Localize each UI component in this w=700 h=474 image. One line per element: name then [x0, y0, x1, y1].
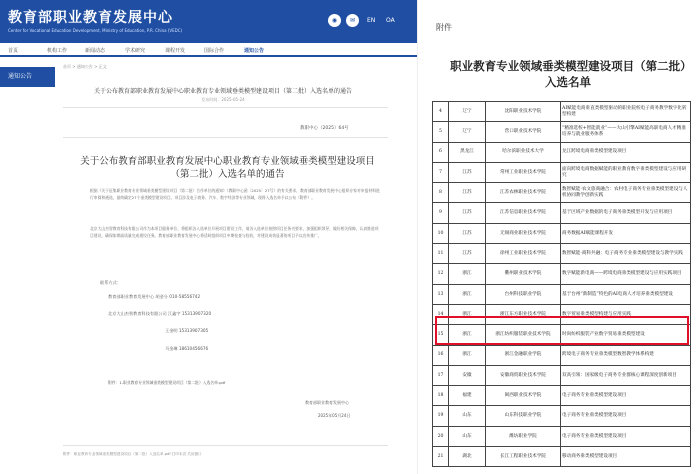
table-cell: 常州工业职业技术学院	[486, 162, 561, 182]
table-cell: 辽宁	[449, 122, 486, 142]
contact-line: 王金明 15313907305	[165, 328, 209, 333]
table-cell: 9	[433, 203, 449, 223]
table-cell: 电子商务专业垂类模型建设项目	[561, 386, 691, 406]
article-title: 关于公布教育部职业教育发展中心职业教育专业领域垂类模型建设项目（第二批）入选名单的通告	[80, 156, 375, 180]
table-cell: 江苏	[449, 244, 486, 264]
table-row	[433, 183, 691, 203]
table-cell: 14	[433, 304, 449, 324]
table-cell: 13	[433, 284, 449, 304]
table-cell: 台州科技职业学院	[486, 284, 561, 304]
table-cell: 浙江	[449, 304, 486, 324]
footer-links[interactable]: 附件：职业教育专业领域垂类模型建设项目（第二批）入选名单.pdf 打印本页 关闭窗口	[63, 452, 202, 456]
table-cell: AI赋能电商垂直类模型驱动的职业院校电子商务教学数字化转型构建	[561, 102, 691, 122]
nav-item[interactable]: 国际合作	[204, 48, 225, 54]
article-paragraph: 北京大山杰智教育科技有限公司作为本项目服务单位，将组织各入选单位开展项目建设工作，请各入选单位按照项目任务书要求，加强组织领导，做好相关保障，认真推进项目建设，确保如期高质量完成建设任务。教育部职业教育发展中心将适时组织项目中期检查与验收，对建设成效显著的项目予以宣传推广。	[90, 226, 379, 238]
table-row	[433, 122, 691, 142]
table-cell: 潍坊职业学院	[486, 426, 561, 446]
table-cell: 8	[433, 183, 449, 203]
weibo-icon[interactable]: ◉	[328, 14, 341, 27]
table-cell: 浙江	[449, 325, 486, 345]
table-cell: 沈阳职业技术学院	[486, 102, 561, 122]
table-cell: 江苏农林职业技术学院	[486, 183, 561, 203]
table-cell: 基于台州“新制造”特色的AI电商人才培养垂类模型建设	[561, 284, 691, 304]
table-row	[433, 142, 691, 162]
table-cell: 双高引领：国家级电子商务专业群核心课程深度创新项目	[561, 365, 691, 385]
table-cell: 龙江跨境电商垂类模型建设项目	[561, 142, 691, 162]
table-cell: 面向跨境电商数据赋能的职业教育数字垂类模型建设与应用研究	[561, 162, 691, 182]
table-cell: 江苏	[449, 223, 486, 243]
table-cell: 5	[433, 122, 449, 142]
divider	[63, 107, 388, 108]
table-cell: 电子商务专业垂类模型建设项目	[561, 426, 691, 446]
table-cell: 哈尔滨职业技术大学	[486, 142, 561, 162]
table-cell: “精准选校+智能就业”——大山引擎AI赋能高职电商人才精准培养与就业服务体系	[561, 122, 691, 142]
table-row	[433, 244, 691, 264]
table-cell: 时尚纺织服装产业数字贸易垂类模型建设	[561, 325, 691, 345]
table-cell: 19	[433, 406, 449, 426]
attachment-link[interactable]: 附件：1.职业教育专业领域垂类模型建设项目（第二批）入选名单.pdf	[108, 380, 226, 385]
table-row	[433, 102, 691, 122]
table-cell: 7	[433, 162, 449, 182]
table-cell: 21	[433, 447, 449, 467]
table-cell: 基于区域产业数据的电子商务垂类模型开发与应用项目	[561, 203, 691, 223]
table-cell: 20	[433, 426, 449, 446]
table-row	[433, 162, 691, 182]
table-cell: 浙江	[449, 345, 486, 365]
table-cell: 江苏信息职业技术学院	[486, 203, 561, 223]
table-cell: 15	[433, 325, 449, 345]
table-cell: 山东科技职业学院	[486, 406, 561, 426]
table-cell: 11	[433, 244, 449, 264]
table-cell: 商务数据AI赋能课程开发	[561, 223, 691, 243]
table-cell: 黑龙江	[449, 142, 486, 162]
table-cell: 浙江东方职业技术学院	[486, 304, 561, 324]
table-cell: 移动商务垂类模型建设项目	[561, 447, 691, 467]
wechat-icon[interactable]: ✉	[346, 14, 359, 27]
nav-item[interactable]: 机构工作	[47, 48, 68, 54]
table-row	[433, 345, 691, 365]
oa-link[interactable]: OA	[386, 17, 395, 24]
table-cell: 18	[433, 386, 449, 406]
contact-label: 联系方式：	[100, 280, 121, 285]
article-meta: 发布时间：2025-05-24	[201, 97, 245, 102]
attachment-label: 附件	[436, 23, 452, 32]
table-cell: 江苏	[449, 183, 486, 203]
table-cell: 闽西职业技术学院	[486, 386, 561, 406]
table-cell: 山东	[449, 406, 486, 426]
table-cell: 浙江	[449, 264, 486, 284]
table-cell: 安徽	[449, 365, 486, 385]
table-row	[433, 284, 691, 304]
table-cell: 数智赋能·商科共融：电子商务专业垂类模型建设与教学实践	[561, 244, 691, 264]
signature-date: 2025年05月24日	[318, 413, 351, 418]
table-cell: 安徽商贸职业技术学院	[486, 365, 561, 385]
nav-item[interactable]: 学术研究	[125, 48, 146, 54]
nav-item[interactable]: 课程开发	[165, 48, 186, 54]
main-nav	[0, 43, 417, 57]
table-cell: 江苏	[449, 203, 486, 223]
table-cell: 6	[433, 142, 449, 162]
table-cell: 湖北	[449, 447, 486, 467]
site-title[interactable]: 教育部职业教育发展中心	[8, 10, 173, 26]
table-row	[433, 426, 691, 446]
table-cell: 电子商务专业垂类模型建设项目	[561, 406, 691, 426]
table-cell: 数智赋能·农文旅商融合：农村电子商务专业垂类模型建设与人机协同教学创新实践	[561, 183, 691, 203]
divider	[63, 445, 388, 446]
document-page	[420, 0, 700, 474]
article-header-title: 关于公布教育部职业教育发展中心职业教育专业领域垂类模型建设项目（第二批）入选名单的通告	[93, 88, 352, 95]
table-row	[433, 386, 691, 406]
document-title: 职业教育专业领域垂类模型建设项目（第二批）入选名单	[450, 59, 686, 89]
table-cell: 徐州工业职业技术学院	[486, 244, 561, 264]
site-header	[0, 0, 417, 43]
table-cell: 浙江纺织服装职业技术学院	[486, 325, 561, 345]
breadcrumb[interactable]: 首页 > 通知公告 > 正文	[63, 64, 107, 69]
contact-line: 马金琳 18610456676	[165, 346, 209, 351]
table-row	[433, 447, 691, 467]
table-cell: 衢州职业技术学院	[486, 264, 561, 284]
table-cell: 12	[433, 264, 449, 284]
article-paragraph: 根据《关于征集职业教育专业领域垂类模型建设项目（第二批）合作单位的通知》（教职中心函〔2025〕27号）的有关要求，教育部职业教育发展中心组织专家对申报材料进行审阅和遴选，最终确定27个垂类模型建设项目，项目涉及电子商务、汽车、数字经济等专业领域，现将入选名单予以公布（附件）。	[90, 188, 380, 200]
table-cell: 17	[433, 365, 449, 385]
nav-item[interactable]: 新闻动态	[85, 48, 106, 54]
table-cell: 浙江金融职业学院	[486, 345, 561, 365]
table-cell: 数字贸易垂类模型构建与应用实践	[561, 304, 691, 324]
site-subtitle: Center for Vocational Education Development, Ministry of Education, P.R. China (VEDC)	[8, 28, 183, 33]
table-cell: 4	[433, 102, 449, 122]
nav-item[interactable]: 通知公告	[244, 48, 265, 54]
signature-org: 教育部职业教育发展中心	[305, 400, 349, 405]
highlight-box	[435, 316, 689, 345]
table-cell: 数字赋能新电商——跨境电商垂类模型建设与应用实践项目	[561, 264, 691, 284]
table-cell: 江苏	[449, 162, 486, 182]
contact-line: 北京大山杰智教育科技有限公司 江鑫宇 15313907320	[108, 311, 212, 316]
en-link[interactable]: EN	[367, 17, 376, 24]
table-cell: 山东	[449, 426, 486, 446]
contact-line: 教育部职业教育发展中心 胡金分 010-58556742	[108, 294, 201, 299]
document-number: 教职中心（2025）64号	[300, 126, 349, 131]
table-row	[433, 365, 691, 385]
table-cell: 无锡商业职业技术学院	[486, 223, 561, 243]
table-cell: 跨境电子商务专业垂类模型数智教学体系构建	[561, 345, 691, 365]
table-row	[433, 264, 691, 284]
divider	[63, 137, 388, 138]
table-row	[433, 223, 691, 243]
nav-item[interactable]: 首页	[8, 48, 19, 54]
table-cell: 福建	[449, 386, 486, 406]
sidebar-item-notices[interactable]: 通知公告	[0, 67, 55, 87]
table-row	[433, 203, 691, 223]
list-table	[432, 101, 691, 467]
table-row	[433, 406, 691, 426]
table-cell: 10	[433, 223, 449, 243]
table-cell: 辽宁	[449, 102, 486, 122]
table-cell: 16	[433, 345, 449, 365]
table-cell: 营口职业技术学院	[486, 122, 561, 142]
table-cell: 长江工程职业技术学院	[486, 447, 561, 467]
table-cell: 浙江	[449, 284, 486, 304]
